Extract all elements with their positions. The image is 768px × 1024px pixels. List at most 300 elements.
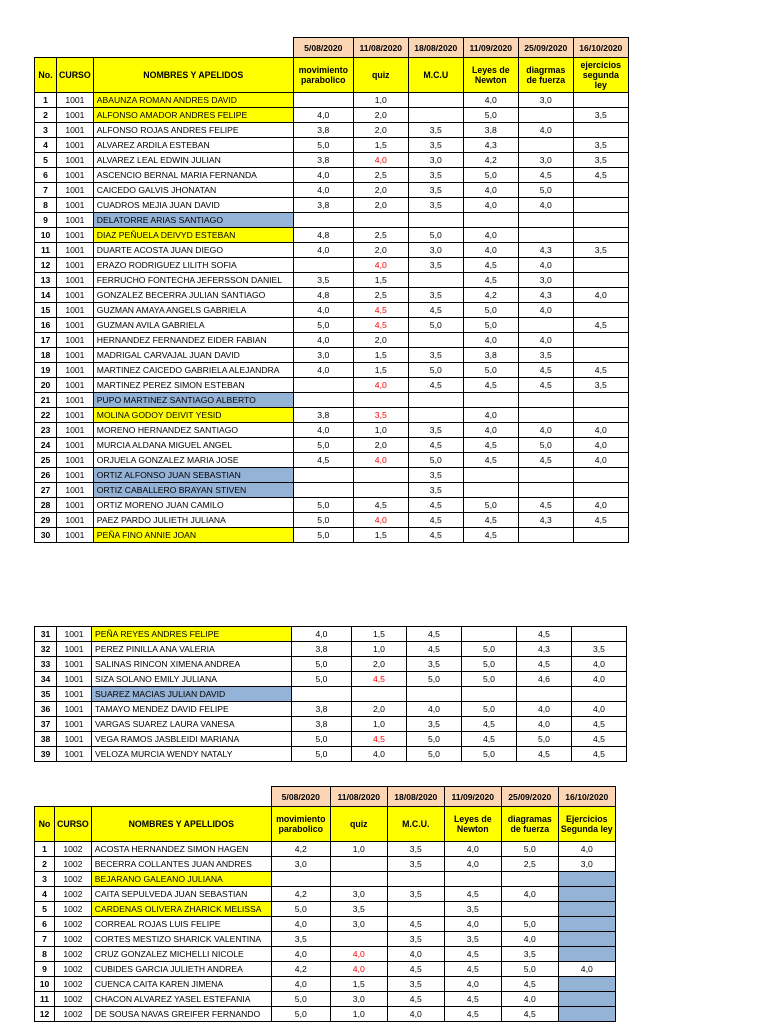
grade-cell: 4,0 xyxy=(517,717,572,732)
student-row xyxy=(35,468,629,483)
student-row xyxy=(35,198,629,213)
course-cell: 1001 xyxy=(57,642,92,657)
grade-cell xyxy=(558,917,615,932)
grade-cell: 2,0 xyxy=(353,333,408,348)
grade-cell: 4,0 xyxy=(463,93,518,108)
grade-cell: 4,0 xyxy=(293,423,353,438)
grade-cell: 3,5 xyxy=(408,138,463,153)
row-number: 27 xyxy=(35,483,57,498)
grade-cell: 4,3 xyxy=(463,138,518,153)
grade-cell: 4,2 xyxy=(463,153,518,168)
grade-cell: 2,5 xyxy=(501,857,558,872)
grade-cell: 3,8 xyxy=(463,348,518,363)
grade-cell xyxy=(573,393,628,408)
grade-cell: 5,0 xyxy=(271,1007,330,1022)
row-number: 2 xyxy=(35,857,55,872)
grade-cell: 3,5 xyxy=(271,932,330,947)
grade-cell: 3,0 xyxy=(518,153,573,168)
grade-cell: 5,0 xyxy=(462,657,517,672)
grade-cell: 4,5 xyxy=(572,747,627,762)
grade-cell: 4,0 xyxy=(444,917,501,932)
student-name: MARTINEZ CAICEDO GABRIELA ALEJANDRA xyxy=(93,363,293,378)
student-name: CUBIDES GARCIA JULIETH ANDREA xyxy=(91,962,271,977)
student-name: PEÑA REYES ANDRES FELIPE xyxy=(92,627,292,642)
grade-cell: 4,5 xyxy=(353,498,408,513)
grade-cell: 5,0 xyxy=(407,747,462,762)
date-header-cell: 18/08/2020 xyxy=(408,38,463,58)
grade-cell: 4,5 xyxy=(463,513,518,528)
course-cell: 1001 xyxy=(57,198,94,213)
grade-cell: 4,0 xyxy=(293,363,353,378)
grade-cell: 4,5 xyxy=(408,303,463,318)
student-name: CARDENAS OLIVERA ZHARICK MELISSA xyxy=(91,902,271,917)
row-number: 10 xyxy=(35,977,55,992)
student-name: CORTES MESTIZO SHARICK VALENTINA xyxy=(91,932,271,947)
grade-cell: 5,0 xyxy=(518,183,573,198)
grade-cell xyxy=(408,108,463,123)
nombres-header: NOMBRES Y APELIDOS xyxy=(93,58,293,93)
grade-cell: 4,0 xyxy=(573,423,628,438)
student-name: ORJUELA GONZALEZ MARIA JOSE xyxy=(93,453,293,468)
course-cell: 1001 xyxy=(57,657,92,672)
date-header-cell: 11/09/2020 xyxy=(463,38,518,58)
grade-cell: 5,0 xyxy=(292,657,352,672)
grade-cell: 5,0 xyxy=(407,672,462,687)
grade-cell xyxy=(573,303,628,318)
grade-cell: 4,0 xyxy=(387,1007,444,1022)
date-header-cell: 5/08/2020 xyxy=(293,38,353,58)
grade-cell: 4,0 xyxy=(573,498,628,513)
grade-cell: 4,8 xyxy=(293,228,353,243)
course-cell: 1002 xyxy=(55,887,92,902)
grade-cell: 3,8 xyxy=(293,153,353,168)
grade-cell: 4,0 xyxy=(501,887,558,902)
header-spacer xyxy=(35,38,57,58)
grade-cell: 4,0 xyxy=(573,453,628,468)
student-name: PAEZ PARDO JULIETH JULIANA xyxy=(93,513,293,528)
grade-cell xyxy=(353,393,408,408)
grade-cell: 1,0 xyxy=(352,642,407,657)
grade-cell: 5,0 xyxy=(293,513,353,528)
student-row xyxy=(35,228,629,243)
course-cell: 1001 xyxy=(57,687,92,702)
row-number: 39 xyxy=(35,747,57,762)
grade-cell: 1,0 xyxy=(330,1007,387,1022)
activity-header-cell: quiz xyxy=(330,807,387,842)
grade-cell: 4,5 xyxy=(408,378,463,393)
grade-cell: 3,8 xyxy=(463,123,518,138)
grade-cell: 5,0 xyxy=(292,732,352,747)
student-name: ALVAREZ ARDILA ESTEBAN xyxy=(93,138,293,153)
grade-cell: 4,0 xyxy=(463,183,518,198)
student-row xyxy=(35,318,629,333)
grade-cell xyxy=(518,468,573,483)
course-cell: 1001 xyxy=(57,243,94,258)
student-row xyxy=(35,992,616,1007)
grade-cell: 5,0 xyxy=(462,747,517,762)
grade-cell: 3,5 xyxy=(408,168,463,183)
grade-cell: 4,0 xyxy=(518,303,573,318)
student-row xyxy=(35,273,629,288)
student-row xyxy=(35,288,629,303)
course-cell: 1002 xyxy=(55,1007,92,1022)
grade-cell: 1,5 xyxy=(353,363,408,378)
grade-cell: 4,0 xyxy=(463,423,518,438)
student-name: MURCIA ALDANA MIGUEL ANGEL xyxy=(93,438,293,453)
grade-cell: 4,5 xyxy=(463,273,518,288)
student-name: CRUZ GONZALEZ MICHELLI NICOLE xyxy=(91,947,271,962)
grade-cell: 4,5 xyxy=(572,732,627,747)
grade-cell: 3,5 xyxy=(387,977,444,992)
grade-cell xyxy=(353,468,408,483)
grade-cell: 3,8 xyxy=(293,123,353,138)
row-number: 1 xyxy=(35,93,57,108)
row-number: 31 xyxy=(35,627,57,642)
grade-cell: 4,5 xyxy=(462,717,517,732)
course-cell: 1001 xyxy=(57,717,92,732)
grade-cell: 4,0 xyxy=(518,258,573,273)
grade-cell xyxy=(330,857,387,872)
grade-cell xyxy=(518,213,573,228)
course-cell: 1001 xyxy=(57,168,94,183)
student-row xyxy=(35,138,629,153)
low-grade-value: 4,0 xyxy=(352,949,365,959)
row-number: 23 xyxy=(35,423,57,438)
student-name: DELATORRE ARIAS SANTIAGO xyxy=(93,213,293,228)
grade-cell: 4,5 xyxy=(501,1007,558,1022)
grade-cell: 1,0 xyxy=(353,93,408,108)
student-row xyxy=(35,183,629,198)
student-name: ACOSTA HERNANDEZ SIMON HAGEN xyxy=(91,842,271,857)
row-number: 11 xyxy=(35,992,55,1007)
low-grade-value: 4,5 xyxy=(374,320,387,330)
student-row xyxy=(35,932,616,947)
header-spacer xyxy=(93,38,293,58)
grade-cell xyxy=(558,992,615,1007)
grade-cell xyxy=(573,93,628,108)
grade-cell: 4,0 xyxy=(293,168,353,183)
row-number: 6 xyxy=(35,917,55,932)
grade-cell: 2,0 xyxy=(352,702,407,717)
course-cell: 1001 xyxy=(57,318,94,333)
grade-cell: 5,0 xyxy=(271,902,330,917)
grade-cell: 4,0 xyxy=(517,702,572,717)
student-row xyxy=(35,213,629,228)
student-row xyxy=(35,657,627,672)
row-number: 12 xyxy=(35,258,57,273)
course-cell: 1002 xyxy=(55,962,92,977)
grade-cell: 4,0 xyxy=(407,702,462,717)
grade-cell xyxy=(408,333,463,348)
student-row xyxy=(35,1007,616,1022)
course-cell: 1001 xyxy=(57,138,94,153)
grade-cell xyxy=(558,902,615,917)
row-number: 34 xyxy=(35,672,57,687)
course-cell: 1001 xyxy=(57,408,94,423)
date-header-cell: 11/08/2020 xyxy=(330,787,387,807)
grade-cell xyxy=(573,333,628,348)
grade-cell: 3,5 xyxy=(573,378,628,393)
row-number: 15 xyxy=(35,303,57,318)
grade-cell: 4,0 xyxy=(292,627,352,642)
grade-cell: 4,5 xyxy=(463,438,518,453)
course-cell: 1002 xyxy=(55,902,92,917)
grades-table-1001 xyxy=(34,37,629,543)
grade-cell: 3,5 xyxy=(518,348,573,363)
course-cell: 1002 xyxy=(55,917,92,932)
grade-cell: 4,0 xyxy=(293,303,353,318)
date-header-cell: 18/08/2020 xyxy=(387,787,444,807)
row-number: 21 xyxy=(35,393,57,408)
grade-cell: 5,0 xyxy=(462,672,517,687)
grade-cell: 4,0 xyxy=(518,333,573,348)
student-name: ALFONSO AMADOR ANDRES FELIPE xyxy=(93,108,293,123)
grade-cell: 4,5 xyxy=(463,453,518,468)
grade-cell xyxy=(330,932,387,947)
student-name: MORENO HERNANDEZ SANTIAGO xyxy=(93,423,293,438)
grade-cell: 3,5 xyxy=(407,657,462,672)
grade-cell xyxy=(558,1007,615,1022)
row-number: 18 xyxy=(35,348,57,363)
student-name: ORTIZ ALFONSO JUAN SEBASTIAN xyxy=(93,468,293,483)
row-number: 6 xyxy=(35,168,57,183)
activity-header-cell: M.C.U. xyxy=(387,807,444,842)
grade-cell: 2,0 xyxy=(353,108,408,123)
low-grade-value: 4,0 xyxy=(374,380,387,390)
student-name: BEJARANO GALEANO JULIANA xyxy=(91,872,271,887)
grade-cell xyxy=(387,872,444,887)
date-header-row xyxy=(35,787,616,807)
row-number: 13 xyxy=(35,273,57,288)
grade-cell: 4,3 xyxy=(518,243,573,258)
row-number: 4 xyxy=(35,887,55,902)
grade-cell xyxy=(558,887,615,902)
grade-cell: 4,0 xyxy=(572,672,627,687)
header-spacer xyxy=(57,38,94,58)
row-number: 29 xyxy=(35,513,57,528)
student-row xyxy=(35,902,616,917)
course-cell: 1001 xyxy=(57,183,94,198)
grade-cell: 3,5 xyxy=(408,348,463,363)
date-header-cell: 5/08/2020 xyxy=(271,787,330,807)
student-name: SUAREZ MACIAS JULIAN DAVID xyxy=(92,687,292,702)
student-name: VEGA RAMOS JASBLEIDI MARIANA xyxy=(92,732,292,747)
grade-cell: 3,0 xyxy=(293,348,353,363)
grade-cell: 3,5 xyxy=(407,717,462,732)
grade-cell: 4,0 xyxy=(444,977,501,992)
course-cell: 1001 xyxy=(57,453,94,468)
grade-cell: 1,0 xyxy=(330,842,387,857)
student-row xyxy=(35,498,629,513)
grade-cell: 4,0 xyxy=(573,438,628,453)
curso-header: CURSO xyxy=(57,58,94,93)
student-name: ALFONSO ROJAS ANDRES FELIPE xyxy=(93,123,293,138)
grade-cell: 3,0 xyxy=(518,273,573,288)
grade-cell xyxy=(387,902,444,917)
student-name: ORTIZ MORENO JUAN CAMILO xyxy=(93,498,293,513)
row-number: 30 xyxy=(35,528,57,543)
grade-cell xyxy=(293,393,353,408)
student-name: TAMAYO MENDEZ DAVID FELIPE xyxy=(92,702,292,717)
course-cell: 1001 xyxy=(57,303,94,318)
grade-cell: 4,5 xyxy=(408,498,463,513)
grade-cell xyxy=(353,513,408,528)
grade-cell xyxy=(518,318,573,333)
student-row xyxy=(35,378,629,393)
course-cell: 1001 xyxy=(57,438,94,453)
row-number: 36 xyxy=(35,702,57,717)
grade-cell: 4,0 xyxy=(463,243,518,258)
student-row xyxy=(35,303,629,318)
grade-cell: 4,0 xyxy=(501,932,558,947)
grade-cell xyxy=(408,393,463,408)
grade-cell: 4,0 xyxy=(444,842,501,857)
course-cell: 1001 xyxy=(57,273,94,288)
student-name: GUZMAN AMAYA ANGELS GABRIELA xyxy=(93,303,293,318)
grade-cell: 3,5 xyxy=(408,288,463,303)
student-name: ABAUNZA ROMAN ANDRES DAVID xyxy=(93,93,293,108)
low-grade-value: 4,0 xyxy=(352,964,365,974)
grade-cell: 4,0 xyxy=(463,333,518,348)
grade-cell: 2,0 xyxy=(352,657,407,672)
course-cell: 1001 xyxy=(57,228,94,243)
grade-cell: 4,0 xyxy=(518,198,573,213)
grade-cell: 4,0 xyxy=(293,108,353,123)
grade-cell: 4,0 xyxy=(558,842,615,857)
student-row xyxy=(35,842,616,857)
grade-cell: 4,5 xyxy=(518,168,573,183)
course-cell: 1001 xyxy=(57,702,92,717)
grade-cell xyxy=(573,468,628,483)
row-number: 25 xyxy=(35,453,57,468)
student-row xyxy=(35,642,627,657)
grade-cell: 4,5 xyxy=(444,992,501,1007)
grade-cell: 5,0 xyxy=(463,303,518,318)
grade-cell xyxy=(408,408,463,423)
date-header-cell: 11/08/2020 xyxy=(353,38,408,58)
course-cell: 1001 xyxy=(57,747,92,762)
grade-cell: 4,5 xyxy=(572,717,627,732)
grade-cell xyxy=(353,453,408,468)
grade-cell xyxy=(558,932,615,947)
grade-cell xyxy=(330,872,387,887)
student-name: DE SOUSA NAVAS GREIFER FERNANDO xyxy=(91,1007,271,1022)
student-name: ERAZO RODRIGUEZ LILITH SOFIA xyxy=(93,258,293,273)
student-name: FERRUCHO FONTECHA JEFERSSON DANIEL xyxy=(93,273,293,288)
activity-header-cell: quiz xyxy=(353,58,408,93)
grade-cell: 5,0 xyxy=(408,318,463,333)
row-number: 7 xyxy=(35,183,57,198)
activity-header-cell: movimiento parabolico xyxy=(271,807,330,842)
grade-cell: 1,5 xyxy=(352,627,407,642)
grade-cell xyxy=(293,93,353,108)
row-number: 26 xyxy=(35,468,57,483)
activity-header-cell: diagramas de fuerza xyxy=(501,807,558,842)
course-cell: 1001 xyxy=(57,672,92,687)
course-cell: 1001 xyxy=(57,513,94,528)
row-number: 33 xyxy=(35,657,57,672)
student-name: DUARTE ACOSTA JUAN DIEGO xyxy=(93,243,293,258)
grade-cell: 5,0 xyxy=(501,917,558,932)
grade-cell xyxy=(558,977,615,992)
grade-cell: 3,0 xyxy=(408,243,463,258)
course-cell: 1001 xyxy=(57,123,94,138)
grade-cell xyxy=(572,627,627,642)
grade-cell xyxy=(501,902,558,917)
grade-cell: 4,5 xyxy=(573,168,628,183)
low-grade-value: 4,5 xyxy=(374,305,387,315)
student-row xyxy=(35,627,627,642)
no-header: No xyxy=(35,807,55,842)
grade-cell xyxy=(407,687,462,702)
grade-cell xyxy=(573,258,628,273)
grade-cell: 5,0 xyxy=(463,363,518,378)
grade-cell: 4,5 xyxy=(408,528,463,543)
grade-cell xyxy=(292,687,352,702)
grade-cell xyxy=(573,348,628,363)
student-row xyxy=(35,687,627,702)
activity-header-cell: movimiento parabolico xyxy=(293,58,353,93)
low-grade-value: 4,0 xyxy=(374,260,387,270)
grade-cell: 1,5 xyxy=(330,977,387,992)
row-number: 35 xyxy=(35,687,57,702)
row-number: 14 xyxy=(35,288,57,303)
course-cell: 1001 xyxy=(57,483,94,498)
grade-cell xyxy=(353,378,408,393)
course-cell: 1001 xyxy=(57,498,94,513)
grade-cell: 4,5 xyxy=(293,453,353,468)
course-cell: 1001 xyxy=(57,363,94,378)
grade-cell xyxy=(353,153,408,168)
activity-header-cell: diagrmas de fuerza xyxy=(518,58,573,93)
grade-cell: 4,5 xyxy=(517,627,572,642)
grade-cell: 5,0 xyxy=(408,363,463,378)
grade-cell: 4,0 xyxy=(293,243,353,258)
row-number: 11 xyxy=(35,243,57,258)
grade-cell xyxy=(572,687,627,702)
grades-table-1002 xyxy=(34,786,616,1022)
grade-cell: 4,5 xyxy=(387,962,444,977)
row-number: 1 xyxy=(35,842,55,857)
grade-cell: 3,5 xyxy=(501,947,558,962)
grade-cell xyxy=(408,273,463,288)
grade-cell xyxy=(573,483,628,498)
date-header-cell: 25/09/2020 xyxy=(518,38,573,58)
grade-cell: 4,5 xyxy=(463,528,518,543)
student-row xyxy=(35,348,629,363)
course-cell: 1002 xyxy=(55,842,92,857)
course-cell: 1002 xyxy=(55,932,92,947)
student-row xyxy=(35,93,629,108)
grade-cell: 5,0 xyxy=(463,498,518,513)
activity-header-cell: Ejercicios Segunda ley xyxy=(558,807,615,842)
grade-cell: 3,5 xyxy=(387,887,444,902)
low-grade-value: 4,0 xyxy=(374,515,387,525)
grade-cell xyxy=(293,258,353,273)
grade-cell xyxy=(573,228,628,243)
student-row xyxy=(35,857,616,872)
grade-cell xyxy=(408,93,463,108)
course-cell: 1002 xyxy=(55,947,92,962)
grade-cell: 4,0 xyxy=(501,992,558,1007)
grade-cell: 4,0 xyxy=(573,288,628,303)
grade-cell xyxy=(462,627,517,642)
grade-cell xyxy=(463,213,518,228)
date-header-row xyxy=(35,38,629,58)
row-number: 28 xyxy=(35,498,57,513)
grade-cell xyxy=(573,198,628,213)
grade-cell: 3,5 xyxy=(387,842,444,857)
